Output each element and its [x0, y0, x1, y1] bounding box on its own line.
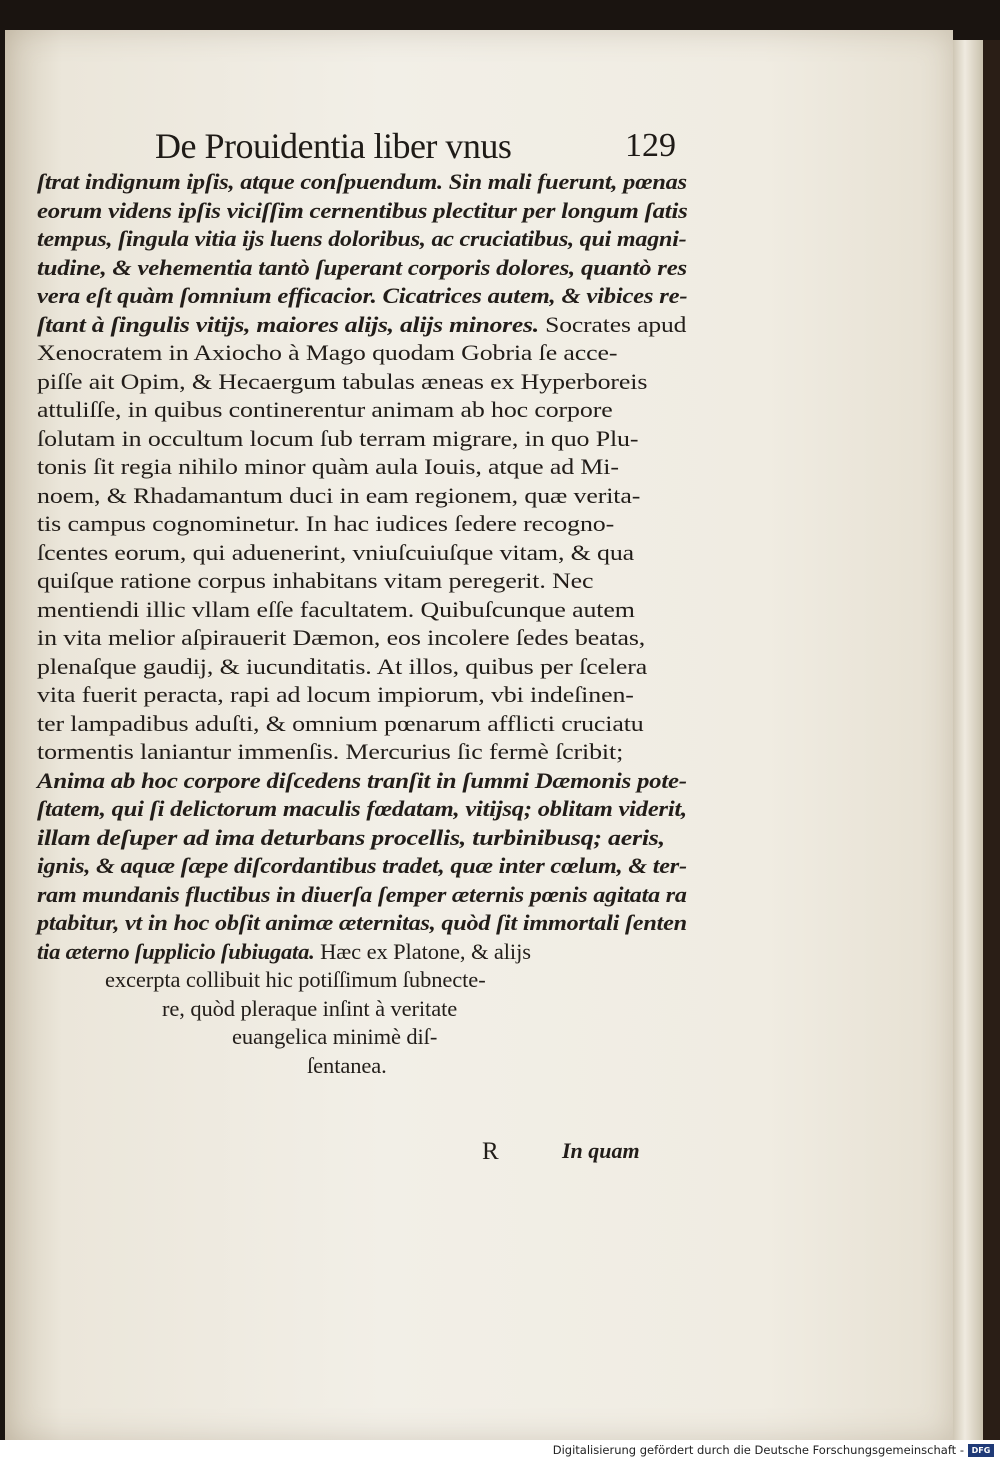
text-line: mentiendi illic vllam eſſe facultatem. Quibuſcunque autem: [37, 596, 635, 622]
footer-bar: [0, 1440, 1000, 1462]
text-line: re, quòd pleraque inſint à veritate: [162, 995, 458, 1021]
text-line: ſolutam in occultum locum ſub terram migrare, in quo Plu-: [37, 425, 639, 451]
italic-segment: ſtant à ſingulis vitijs, maiores alijs, alijs minores.: [37, 311, 539, 337]
text-line: vita fuerit peracta, rapi ad locum impiorum, vbi indeſinen-: [37, 682, 634, 707]
footer-credit: Digitalisierung gefördert durch die Deutsche Forschungsgemeinschaft -: [552, 1443, 964, 1457]
text-line: excerpta collibuit hic potiſſimum ſubnecte-: [105, 967, 486, 992]
catchword-line: [0, 1138, 1000, 1178]
text-line: vera eſt quàm ſomnium efficacior. Cicatrices autem, & vibices re-: [37, 283, 688, 308]
text-line: ſtatem, qui ſi delictorum maculis fœdatam, vitijsq; oblitam viderit,: [37, 796, 687, 821]
text-line: tis campus cognominetur. In hac iudices ſedere recogno-: [37, 511, 615, 536]
text-line: in vita melior aſpirauerit Dæmon, eos incolere ſedes beatas,: [37, 625, 646, 650]
text-line: attuliſſe, in quibus continerentur animam ab hoc corpore: [37, 397, 613, 422]
text-line: tudine, & vehementia tantò ſuperant corporis dolores, quantò res: [37, 254, 687, 280]
italic-segment: tia æterno ſupplicio ſubiugata.: [37, 938, 315, 964]
roman-segment: Socrates apud: [538, 311, 687, 337]
text-line: tonis ſit regia nihilo minor quàm aula Iouis, atque ad Mi-: [37, 454, 619, 479]
dfg-logo: DFG: [968, 1444, 994, 1457]
text-line: plenaſque gaudij, & iucunditatis. At illos, quibus per ſcelera: [37, 653, 648, 679]
page-edge: [953, 40, 983, 1440]
text-line: tormentis laniantur immenſis. Mercurius ſic fermè ſcribit;: [37, 739, 624, 764]
text-line: ram mundanis fluctibus in diuerſa ſemper æternis pœnis agitata ra: [37, 881, 687, 907]
text-line: [37, 311, 686, 339]
book-page: [5, 30, 953, 1440]
text-line: ſtrat indignum ipſis, atque conſpuendum. Sin mali fuerunt, pœnas: [37, 169, 687, 194]
running-head-title: De Prouidentia liber vnus: [155, 126, 512, 166]
text-line: ignis, & aquæ ſæpe diſcordantibus tradet, quæ inter cœlum, & ter-: [37, 853, 687, 878]
text-line: ter lampadibus aduſti, & omnium pœnarum afflicti cruciatu: [37, 710, 644, 736]
edge-shadow: [983, 40, 1000, 1440]
text-line: Anima ab hoc corpore diſcedens tranſit in ſummi Dæmonis pote-: [37, 767, 687, 793]
text-line: piſſe ait Opim, & Hecaergum tabulas æneas ex Hyperboreis: [37, 368, 648, 394]
catchword: In quam: [562, 1138, 640, 1163]
text-line: ſcentes eorum, qui aduenerint, vniuſcuiuſque vitam, & qua: [37, 539, 635, 565]
text-line: euangelica minimè diſ-: [232, 1024, 438, 1049]
text-line: Xenocratem in Axiocho à Mago quodam Gobria ſe acce-: [37, 340, 618, 365]
text-line: eorum videns ipſis viciſſim cernentibus plectitur per longum ſatis: [37, 197, 688, 223]
text-line: tempus, ſingula vitia ijs luens doloribus, ac cruciatibus, qui magni-: [37, 226, 687, 251]
text-line: ptabitur, vt in hoc obſit animæ æternitas, quòd ſit immortali ſenten: [37, 910, 687, 935]
text-line: illam deſuper ad ima deturbans procellis, turbinibusq; aeris,: [37, 824, 665, 850]
text-line: quiſque ratione corpus inhabitans vitam peregerit. Nec: [37, 568, 594, 593]
text-line: [37, 938, 531, 966]
signature-mark: R: [482, 1138, 499, 1165]
roman-segment: Hæc ex Platone, & alijs: [314, 938, 531, 964]
page-number: 129: [625, 127, 676, 164]
text-line: noem, & Rhadamantum duci in eam regionem, quæ verita-: [37, 482, 641, 508]
text-line: ſentanea.: [307, 1052, 387, 1078]
